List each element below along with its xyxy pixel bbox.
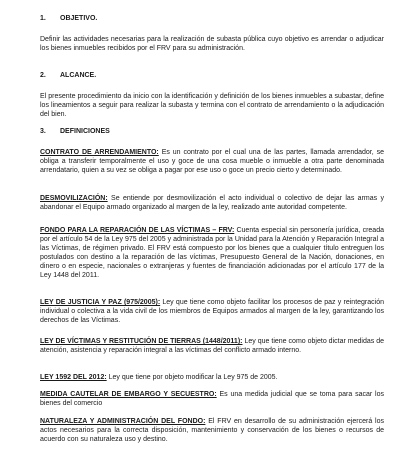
definition-text: Es una medida judicial que se toma para sacar los bienes del comercio bbox=[40, 391, 384, 407]
definition-item bbox=[40, 148, 384, 175]
objetivo-paragraph: Definir las actividades necesarias para la realización de subasta pública cuyo objetivo es arrendar o adjudicar los bienes inmuebles recibidos por el FRV para su administración. bbox=[40, 36, 384, 52]
definition-text: Ley que tiene como objeto facilitar los procesos de paz y reintegración individual o colectiva a la vida civil de los miembros de Equipos armados al margen de la ley, garantizando los derechos de las Víctimas. bbox=[40, 299, 384, 324]
section-number: 3. bbox=[40, 128, 46, 135]
definition-item bbox=[40, 373, 384, 382]
definition-text: Es un contrato por el cual una de las partes, llamada arrendador, se obliga a transferir temporalmente el uso y goce de una cosa mueble o inmueble a otra parte denominada arrendatario, quien a su vez se obliga a pagar por ese uso o goce un precio cierto y determinado. bbox=[40, 149, 384, 174]
definition-item bbox=[40, 298, 384, 325]
section-heading-alcance bbox=[40, 71, 96, 80]
definition-item bbox=[40, 417, 384, 444]
definition-text: Se entiende por desmovilización el acto individual o colectivo de dejar las armas y abandonar el Equipo armado organizado al margen de la ley, realizado ante autoridad competente. bbox=[40, 195, 384, 211]
definition-term: LEY 1592 DEL 2012: bbox=[40, 374, 107, 381]
definition-term: CONTRATO DE ARRENDAMIENTO: bbox=[40, 149, 159, 156]
definition-term: NATURALEZA Y ADMINISTRACIÓN DEL FONDO: bbox=[40, 418, 206, 425]
definition-term: MEDIDA CAUTELAR DE EMBARGO Y SECUESTRO: bbox=[40, 391, 217, 398]
definition-item bbox=[40, 337, 384, 355]
definition-text: Ley que tiene por objeto modificar la Ley 975 de 2005. bbox=[106, 374, 278, 381]
section-heading-definiciones bbox=[40, 127, 110, 136]
section-title: ALCANCE. bbox=[60, 72, 97, 79]
section-number: 2. bbox=[40, 72, 46, 79]
definition-item bbox=[40, 194, 384, 212]
definition-item bbox=[40, 226, 384, 280]
definition-term: DESMOVILIZACIÓN: bbox=[40, 195, 108, 202]
definition-text: Ley que tiene como objeto dictar medidas de atención, asistencia y reparación integral a las víctimas del conflicto armado interno. bbox=[40, 338, 384, 354]
section-number: 1. bbox=[40, 15, 46, 22]
section-heading-objetivo bbox=[40, 14, 97, 23]
definition-text: El FRV en desarrollo de su administración ejercerá los actos necesarios para la correcta disposición, mantenimiento y conservación de los bienes o recursos de acuerdo con su naturaleza uso y destino. bbox=[40, 418, 384, 443]
definition-term: LEY DE JUSTICIA Y PAZ (975/2005): bbox=[40, 299, 161, 306]
section-title: OBJETIVO. bbox=[60, 15, 98, 22]
definition-term: FONDO PARA LA REPARACIÓN DE LAS VÍCTIMAS – FRV: bbox=[40, 227, 235, 234]
definition-item bbox=[40, 390, 384, 408]
definition-term: LEY DE VÍCTIMAS Y RESTITUCIÓN DE TIERRAS (1448/2011): bbox=[40, 338, 243, 345]
definition-text: Cuenta especial sin personería jurídica, creada por el artículo 54 de la Ley 975 del 2005 y administrada por la Unidad para la Atención y Reparación Integral a las Víctimas, de régimen privado. El FRV está compuesto por los bienes que a cualquier título entreguen los postulados con destino a la reparación de las víctimas, Presupuesto General de la Nación, donaciones, en dinero o en especie, nacionales o extranjeras y fuentes de financiación adicionadas por el artículo 177 de la Ley 1448 del 2011. bbox=[40, 227, 384, 279]
alcance-paragraph: El presente procedimiento da inicio con la identificación y definición de los bienes inmuebles a subastar, define los lineamientos a seguir para realizar la subasta y termina con el contrato de arrendamiento o la adjudicación del bien. bbox=[40, 93, 384, 118]
section-title: DEFINICIONES bbox=[60, 128, 110, 135]
